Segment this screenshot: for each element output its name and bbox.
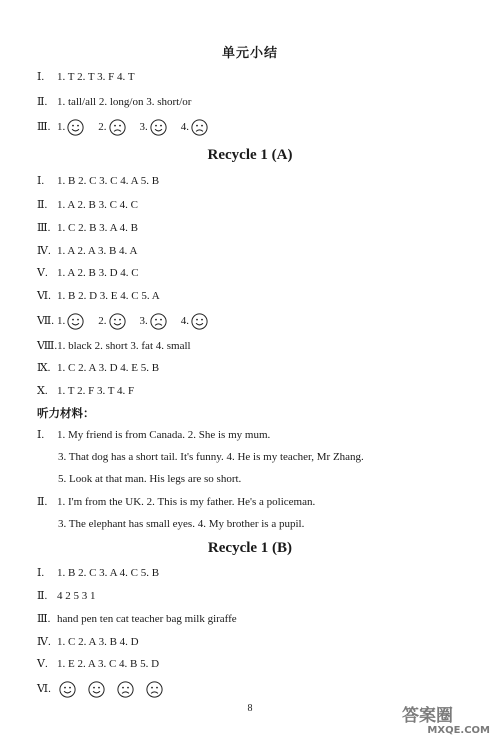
- answer-row: [37, 172, 159, 190]
- row-answers: 1. T 2. T 3. F 4. T: [57, 71, 135, 83]
- smiley-sad-icon: [117, 681, 134, 698]
- row-answers: 1. B 2. D 3. E 4. C 5. A: [57, 290, 160, 302]
- recycle-a-title: Recycle 1 (A): [207, 147, 293, 163]
- faces-row: [37, 118, 222, 136]
- item-number: 2.: [98, 121, 107, 133]
- row-numeral: Ⅰ.: [37, 175, 45, 187]
- row-numeral: Ⅳ.: [37, 245, 51, 257]
- row-numeral: Ⅷ.: [37, 340, 58, 352]
- row-numeral: Ⅲ.: [37, 613, 51, 625]
- row-numeral: Ⅱ.: [37, 590, 48, 602]
- row-answers: 4 2 5 3 1: [57, 590, 96, 602]
- answer-row: [37, 68, 135, 86]
- row-numeral: Ⅸ.: [37, 362, 51, 374]
- smiley-happy-icon: [191, 313, 208, 330]
- row-numeral: Ⅰ.: [37, 71, 45, 83]
- row-numeral: Ⅱ.: [37, 496, 48, 508]
- row-numeral: Ⅳ.: [37, 636, 51, 648]
- listening-text: 3. That dog has a short tail. It's funny. 4. He is my teacher, Mr Zhang.: [58, 451, 364, 463]
- smiley-happy-icon: [150, 119, 167, 136]
- item-number: 2.: [98, 315, 107, 327]
- listening-line: [58, 448, 364, 466]
- answer-row: [37, 264, 139, 282]
- watermark-logo: [402, 707, 494, 739]
- answer-row: [37, 633, 139, 651]
- listening-label: 听力材料：: [37, 406, 95, 420]
- item-number: 3.: [139, 315, 148, 327]
- row-answers: 1. T 2. F 3. T 4. F: [57, 385, 135, 397]
- row-numeral: Ⅲ.: [37, 222, 51, 234]
- row-numeral: Ⅶ.: [37, 315, 54, 327]
- listening-line: [58, 470, 241, 488]
- row-numeral: Ⅹ.: [37, 385, 48, 397]
- smiley-happy-icon: [67, 119, 84, 136]
- watermark-text: 答案圈: [402, 706, 453, 726]
- item-number: 3.: [139, 121, 148, 133]
- faces-row: [37, 312, 222, 330]
- smiley-sad-icon: [191, 119, 208, 136]
- item-number: 4.: [180, 121, 189, 133]
- listening-line: [37, 426, 270, 444]
- row-answers: 1. A 2. B 3. D 4. C: [57, 267, 139, 279]
- listening-line: [37, 493, 315, 511]
- recycle-b-title: Recycle 1 (B): [207, 540, 293, 556]
- row-numeral: Ⅰ.: [37, 567, 45, 579]
- smiley-happy-icon: [109, 313, 126, 330]
- answer-row: [37, 287, 160, 305]
- row-answers: 1. A 2. B 3. C 4. C: [57, 199, 138, 211]
- listening-text: 1. My friend is from Canada. 2. She is my mum.: [57, 429, 271, 441]
- smiley-sad-icon: [146, 681, 163, 698]
- row-numeral: Ⅲ.: [37, 121, 51, 133]
- answer-row: [37, 196, 138, 214]
- row-numeral: Ⅴ.: [37, 658, 48, 670]
- smiley-happy-icon: [88, 681, 105, 698]
- answer-row: [37, 610, 237, 628]
- row-answers: 1. black 2. short 3. fat 4. small: [57, 340, 191, 352]
- answer-row: [37, 242, 137, 260]
- answer-row: [37, 564, 159, 582]
- faces-row: [37, 680, 173, 698]
- row-numeral: Ⅵ.: [37, 683, 51, 695]
- item-number: 1.: [57, 315, 66, 327]
- row-answers: 1. tall/all 2. long/on 3. short/or: [57, 96, 192, 108]
- unit-summary-title: 单元小结: [221, 46, 278, 61]
- answer-row: [37, 359, 159, 377]
- smiley-happy-icon: [67, 313, 84, 330]
- row-answers: 1. B 2. C 3. A 4. C 5. B: [57, 567, 160, 579]
- answer-row: [37, 219, 138, 237]
- row-answers: 1. C 2. A 3. D 4. E 5. B: [57, 362, 160, 374]
- listening-text: 1. I'm from the UK. 2. This is my father. He's a policeman.: [57, 496, 316, 508]
- row-answers: 1. A 2. A 3. B 4. A: [57, 245, 138, 257]
- answer-row: [37, 655, 159, 673]
- listening-text: 3. The elephant has small eyes. 4. My brother is a pupil.: [58, 518, 305, 530]
- smiley-sad-icon: [150, 313, 167, 330]
- listening-text: 5. Look at that man. His legs are so short.: [58, 473, 242, 485]
- watermark-url: MXQE.COM: [427, 725, 490, 736]
- row-numeral: Ⅴ.: [37, 267, 48, 279]
- listening-line: [58, 515, 304, 533]
- row-answers: 1. C 2. A 3. B 4. D: [57, 636, 139, 648]
- row-numeral: Ⅵ.: [37, 290, 51, 302]
- answer-row: [37, 337, 191, 355]
- row-answers: 1. C 2. B 3. A 4. B: [57, 222, 138, 234]
- row-answers: hand pen ten cat teacher bag milk giraffe: [57, 613, 237, 625]
- smiley-sad-icon: [109, 119, 126, 136]
- item-number: 4.: [180, 315, 189, 327]
- answer-row: [37, 587, 96, 605]
- answer-row: [37, 382, 134, 400]
- row-numeral: Ⅱ.: [37, 199, 48, 211]
- row-numeral: Ⅱ.: [37, 96, 48, 108]
- page-number: 8: [247, 703, 253, 714]
- row-numeral: Ⅰ.: [37, 429, 45, 441]
- row-answers: 1. E 2. A 3. C 4. B 5. D: [57, 658, 160, 670]
- item-number: 1.: [57, 121, 66, 133]
- row-answers: 1. B 2. C 3. C 4. A 5. B: [57, 175, 160, 187]
- answer-row: [37, 93, 191, 111]
- smiley-happy-icon: [59, 681, 76, 698]
